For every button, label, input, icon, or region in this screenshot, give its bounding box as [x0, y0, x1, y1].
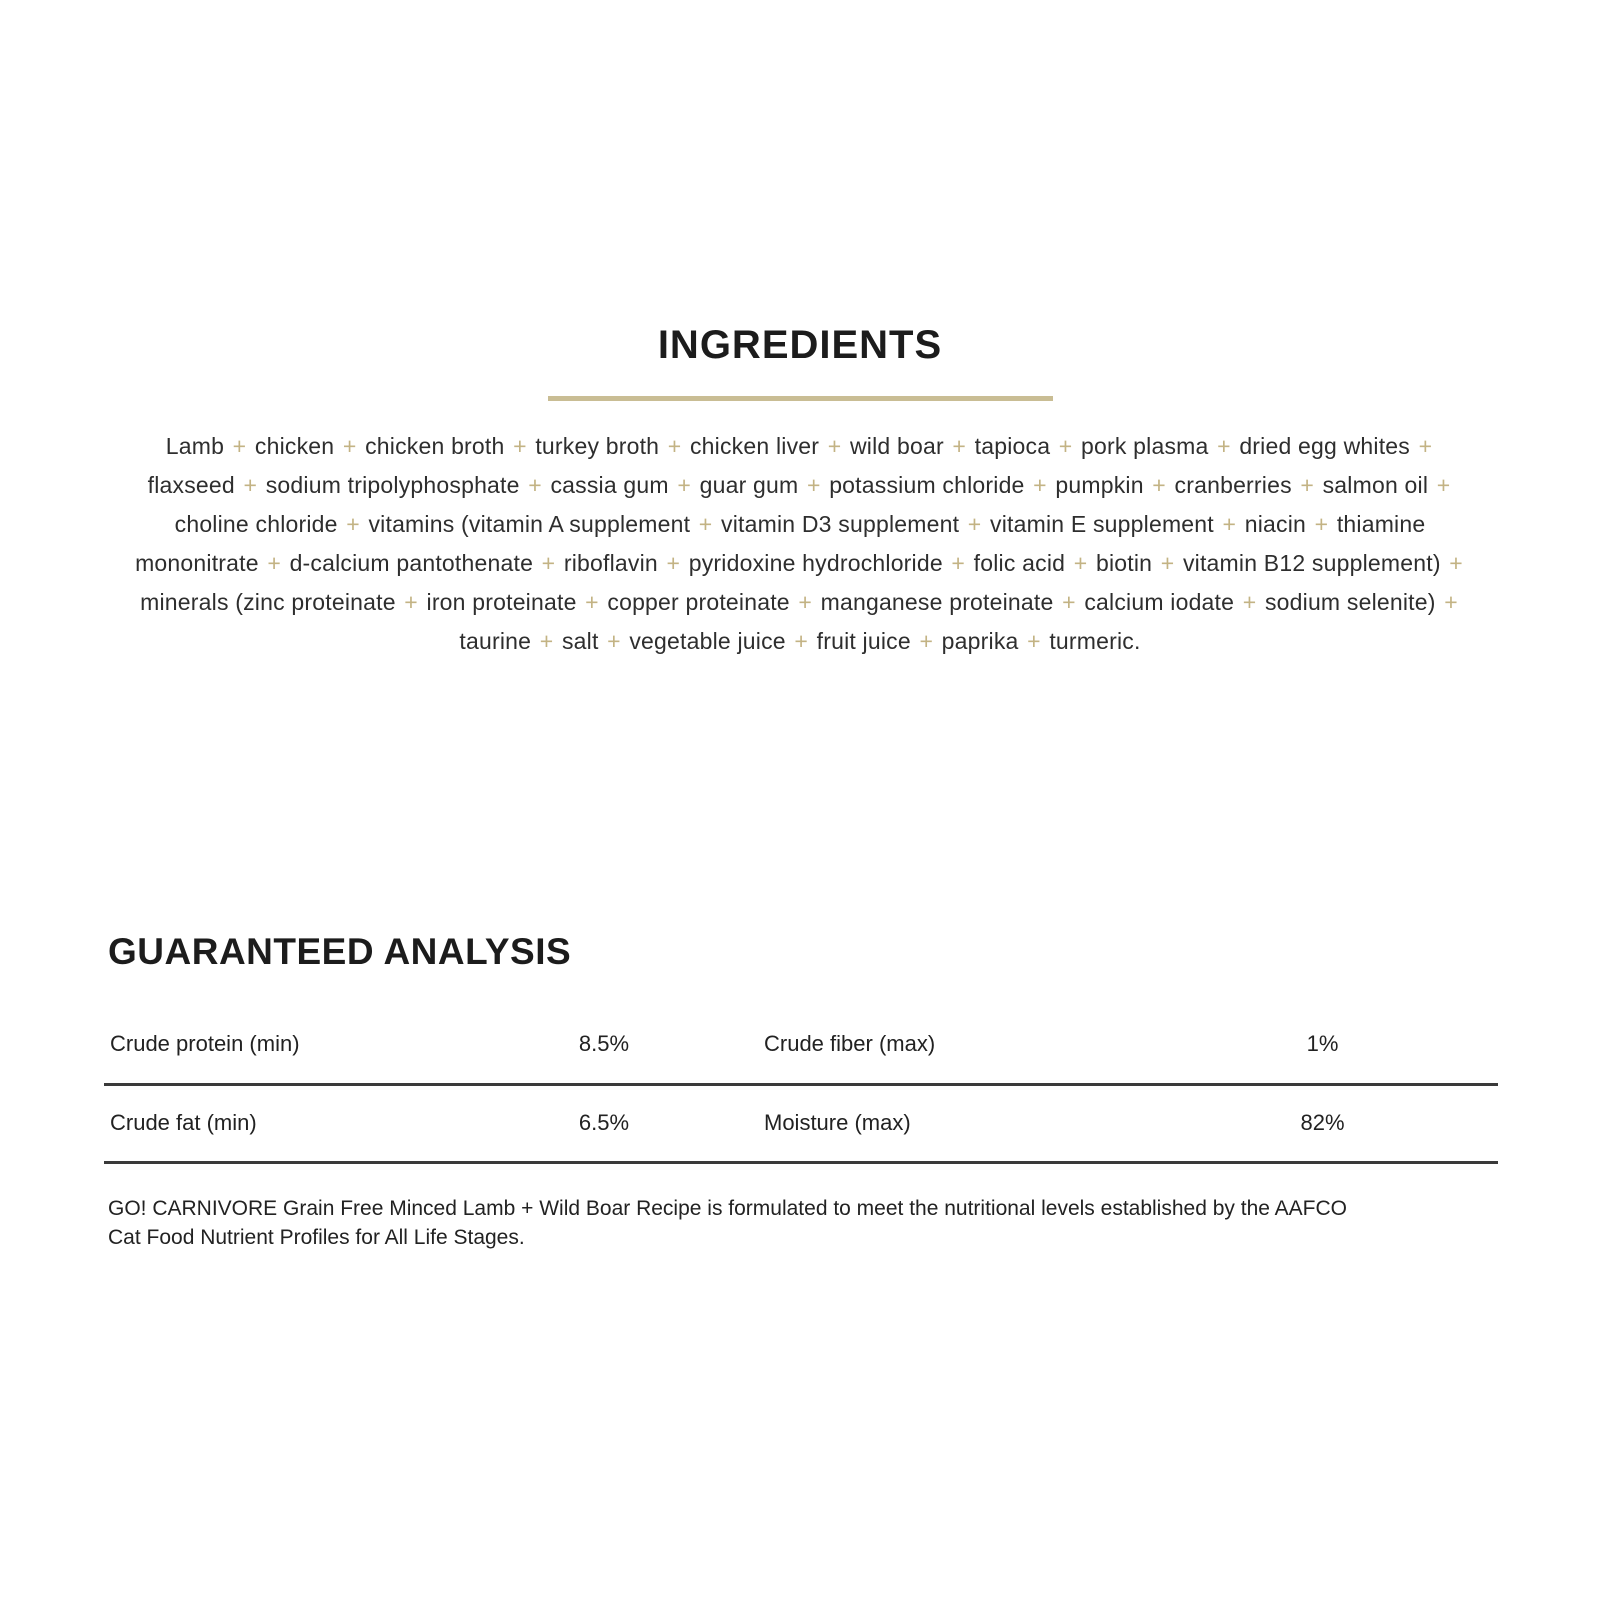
- plus-separator: +: [578, 589, 606, 615]
- plus-separator: +: [1052, 433, 1080, 459]
- ingredient-item: chicken: [254, 433, 335, 459]
- analysis-value: 8.5%: [544, 1006, 664, 1084]
- analysis-label: Crude fat (min): [104, 1084, 544, 1162]
- ingredient-item: d-calcium pantothenate: [289, 550, 534, 576]
- plus-separator: +: [1145, 472, 1173, 498]
- plus-separator: +: [1437, 589, 1458, 615]
- plus-separator: +: [944, 550, 972, 576]
- ingredient-item: wild boar: [849, 433, 944, 459]
- ingredient-item: niacin: [1244, 511, 1306, 537]
- ingredient-item: guar gum: [699, 472, 799, 498]
- ingredients-list: [135, 427, 1465, 661]
- analysis-row: [104, 1006, 1498, 1084]
- plus-separator: +: [236, 472, 264, 498]
- ingredient-item: biotin: [1095, 550, 1153, 576]
- ingredients-section: [0, 0, 1600, 661]
- ingredient-item: potassium chloride: [829, 472, 1025, 498]
- plus-separator: +: [1293, 472, 1321, 498]
- plus-separator: +: [1154, 550, 1181, 576]
- ingredient-item: pumpkin: [1055, 472, 1144, 498]
- ingredient-item: salmon oil: [1322, 472, 1429, 498]
- ingredient-item: calcium iodate: [1084, 589, 1235, 615]
- plus-separator: +: [260, 550, 288, 576]
- plus-separator: +: [535, 550, 562, 576]
- ingredient-item: cranberries: [1174, 472, 1292, 498]
- ingredient-item: pork plasma: [1081, 433, 1209, 459]
- ingredient-item: minerals (zinc proteinate: [140, 589, 396, 615]
- analysis-value: 6.5%: [544, 1084, 664, 1162]
- analysis-row: [104, 1084, 1498, 1162]
- guaranteed-analysis-section: [104, 930, 1498, 1252]
- plus-separator: +: [1430, 472, 1451, 498]
- analysis-label: Crude protein (min): [104, 1006, 544, 1084]
- ingredient-item: folic acid: [973, 550, 1066, 576]
- plus-separator: +: [1412, 433, 1433, 459]
- ingredient-item: turmeric.: [1049, 628, 1141, 654]
- plus-separator: +: [1067, 550, 1094, 576]
- analysis-value: 1%: [1147, 1006, 1498, 1084]
- ingredient-item: pyridoxine hydrochloride: [688, 550, 943, 576]
- ingredient-item: iron proteinate: [426, 589, 577, 615]
- plus-separator: +: [397, 589, 425, 615]
- ingredient-item: thiamine mononitrate: [135, 511, 1426, 576]
- ingredient-item: vegetable juice: [629, 628, 786, 654]
- guaranteed-analysis-table: [104, 1006, 1498, 1164]
- plus-separator: +: [961, 511, 988, 537]
- plus-separator: +: [912, 628, 940, 654]
- ingredient-item: choline chloride: [174, 511, 338, 537]
- ingredient-item: sodium tripolyphosphate: [265, 472, 520, 498]
- ingredient-item: paprika: [941, 628, 1019, 654]
- gold-divider: [548, 396, 1053, 401]
- ingredient-item: dried egg whites: [1239, 433, 1411, 459]
- plus-separator: +: [339, 511, 367, 537]
- plus-separator: +: [692, 511, 720, 537]
- ingredient-item: taurine: [459, 628, 532, 654]
- ingredient-item: vitamin B12 supplement): [1182, 550, 1441, 576]
- ingredient-item: Lamb: [165, 433, 225, 459]
- plus-separator: +: [659, 550, 687, 576]
- plus-separator: +: [821, 433, 848, 459]
- analysis-label: Crude fiber (max): [664, 1006, 1147, 1084]
- ingredient-item: salt: [561, 628, 599, 654]
- ingredients-title: INGREDIENTS: [657, 323, 943, 367]
- plus-separator: +: [336, 433, 364, 459]
- ingredient-item: vitamins (vitamin A supplement: [368, 511, 691, 537]
- plus-separator: +: [1236, 589, 1263, 615]
- plus-separator: +: [800, 472, 828, 498]
- ingredient-item: tapioca: [974, 433, 1051, 459]
- plus-separator: +: [1026, 472, 1054, 498]
- ingredient-item: chicken liver: [689, 433, 820, 459]
- plus-separator: +: [506, 433, 534, 459]
- ingredient-item: chicken broth: [365, 433, 505, 459]
- plus-separator: +: [226, 433, 253, 459]
- analysis-label: Moisture (max): [664, 1084, 1147, 1162]
- plus-separator: +: [521, 472, 549, 498]
- plus-separator: +: [533, 628, 560, 654]
- ingredient-item: vitamin E supplement: [990, 511, 1214, 537]
- plus-separator: +: [1210, 433, 1238, 459]
- ingredient-item: riboflavin: [563, 550, 658, 576]
- guaranteed-analysis-title: GUARANTEED ANALYSIS: [108, 931, 572, 972]
- ingredient-item: turkey broth: [535, 433, 660, 459]
- ingredient-item: manganese proteinate: [820, 589, 1054, 615]
- plus-separator: +: [1055, 589, 1083, 615]
- ingredient-item: vitamin D3 supplement: [721, 511, 960, 537]
- plus-separator: +: [1442, 550, 1463, 576]
- plus-separator: +: [945, 433, 973, 459]
- plus-separator: +: [661, 433, 688, 459]
- aafco-statement: GO! CARNIVORE Grain Free Minced Lamb + Wild Boar Recipe is formulated to meet the nutritional levels established by the AAFCO Cat Food Nutrient Profiles for All Life Stages.: [108, 1196, 1347, 1249]
- plus-separator: +: [670, 472, 698, 498]
- plus-separator: +: [1308, 511, 1335, 537]
- ingredient-item: flaxseed: [147, 472, 235, 498]
- ingredient-item: sodium selenite): [1264, 589, 1436, 615]
- plus-separator: +: [791, 589, 819, 615]
- plus-separator: +: [1020, 628, 1048, 654]
- plus-separator: +: [1215, 511, 1243, 537]
- ingredient-item: fruit juice: [816, 628, 911, 654]
- ingredient-item: cassia gum: [550, 472, 669, 498]
- plus-separator: +: [787, 628, 815, 654]
- ingredient-item: copper proteinate: [607, 589, 790, 615]
- analysis-value: 82%: [1147, 1084, 1498, 1162]
- plus-separator: +: [600, 628, 628, 654]
